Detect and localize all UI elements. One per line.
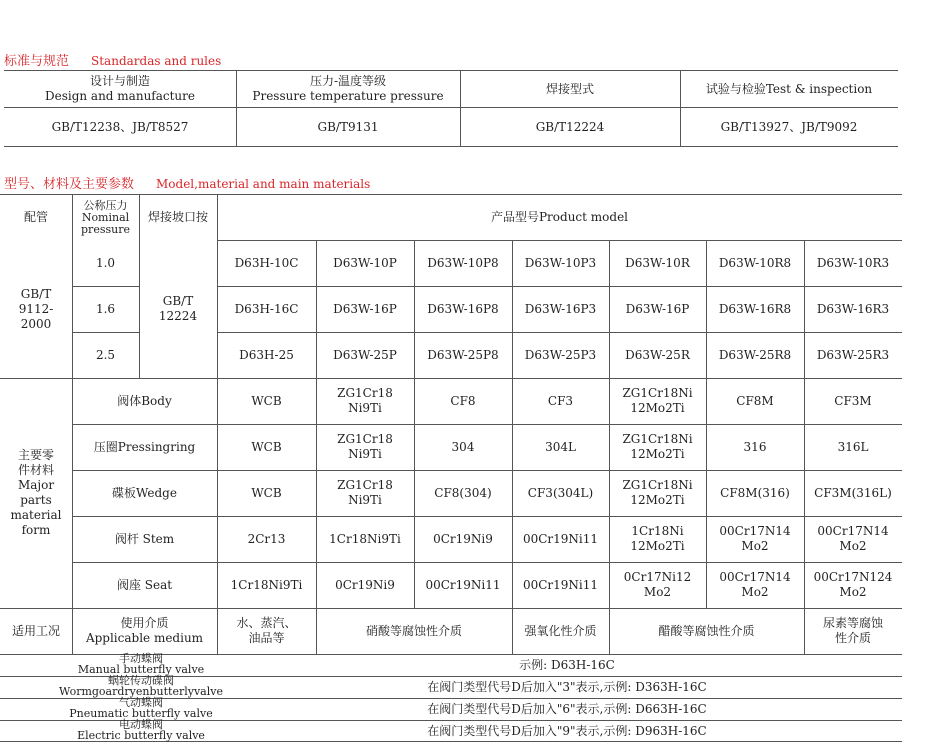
pressure-value-text: 1.6	[95, 301, 116, 316]
product-model	[414, 240, 512, 286]
product-model-text: D63W-10R3	[816, 255, 890, 270]
material-value-text: CF8M	[736, 393, 774, 408]
material-part	[72, 424, 217, 470]
material-value	[804, 424, 902, 470]
product-model	[316, 332, 414, 378]
material-value-text: Mo2	[839, 539, 867, 553]
operation-type-text: Electric butterfly valve	[77, 728, 205, 742]
operation-type-text: Manual butterfly valve	[77, 662, 205, 676]
material-value-text: 00Cr19Ni11	[522, 531, 599, 546]
product-model-text: D63W-25R3	[816, 347, 890, 362]
material-value-text: 316	[743, 439, 767, 454]
standards-header-text: Design and manufacture	[44, 89, 196, 103]
operation-type	[50, 716, 232, 743]
horizontal-rule	[4, 146, 898, 147]
material-value	[217, 562, 316, 608]
product-model-text: D63W-25P	[333, 347, 397, 362]
material-value	[609, 562, 706, 608]
material-value-text: Mo2	[741, 539, 769, 553]
standards-header-text: 试验与检验Test & inspection	[705, 81, 873, 96]
material-value-text: Ni9Ti	[348, 493, 382, 507]
standards-title-en: Standardas and rules	[91, 54, 222, 68]
material-value	[609, 378, 706, 424]
pressure-value	[72, 286, 139, 332]
medium-value	[512, 608, 609, 654]
pipe-standard-text: GB/T	[20, 286, 52, 301]
operation-example-text: 在阀门类型代号D后加入"9"表示,示例: D963H-16C	[427, 723, 707, 738]
models-heading	[4, 173, 370, 192]
material-value	[804, 516, 902, 562]
material-value	[706, 424, 804, 470]
standards-header-text: Pressure temperature pressure	[252, 89, 444, 103]
material-value-text: Mo2	[741, 585, 769, 599]
material-value	[804, 470, 902, 516]
col-weld-header	[139, 195, 217, 240]
material-part-text: 碟板Wedge	[112, 485, 177, 500]
material-value-text: 00Cr17N14	[719, 524, 791, 538]
medium-value-text: 硝酸等腐蚀性介质	[365, 623, 462, 638]
material-value	[414, 516, 512, 562]
material-value-text: 12Mo2Ti	[630, 539, 685, 553]
material-value-text: 12Mo2Ti	[630, 401, 685, 415]
standards-value	[460, 108, 680, 146]
product-model	[512, 240, 609, 286]
standards-value-text: GB/T9131	[317, 119, 379, 134]
material-value	[609, 516, 706, 562]
material-part	[72, 470, 217, 516]
medium-value	[804, 608, 902, 654]
material-value-text: 2Cr13	[247, 531, 286, 546]
material-value-text: 00Cr19Ni11	[522, 577, 599, 592]
material-value	[316, 562, 414, 608]
standards-heading	[4, 50, 221, 69]
material-part-text: 压圈Pressingring	[93, 439, 196, 454]
material-value-text: CF3	[547, 393, 574, 408]
pipe-standard	[0, 240, 72, 378]
product-model-text: D63W-25P3	[524, 347, 597, 362]
col-pressure-header-text: pressure	[81, 222, 130, 236]
col-pipe-header-text: 配管	[23, 210, 48, 224]
standards-value	[680, 108, 898, 146]
product-model-text: D63H-25	[239, 347, 294, 362]
product-model-text: D63W-16P	[625, 301, 690, 316]
material-value-text: Mo2	[839, 585, 867, 599]
material-part	[72, 516, 217, 562]
medium-value	[609, 608, 804, 654]
standards-header-text: 设计与制造	[89, 74, 150, 88]
product-model	[217, 240, 316, 286]
col-pressure-header-text: 公称压力	[83, 198, 128, 212]
pressure-value-text: 1.0	[95, 255, 116, 270]
material-part	[72, 562, 217, 608]
material-value-text: 00Cr17N14	[817, 524, 889, 538]
material-value	[512, 378, 609, 424]
material-value	[414, 470, 512, 516]
operation-type-text: Wormgoardryenbutterlyvalve	[59, 684, 223, 698]
operation-example	[232, 698, 902, 720]
material-value-text: 0Cr19Ni9	[335, 577, 395, 592]
operation-example	[232, 720, 902, 742]
weld-standard-text: GB/T	[162, 294, 194, 308]
models-title-en: Model,material and main materials	[156, 177, 371, 191]
material-value	[217, 378, 316, 424]
material-value	[804, 562, 902, 608]
standards-header-text: 焊接型式	[545, 81, 594, 96]
medium-value-text: 水、蒸汽、	[236, 616, 297, 630]
material-value-text: ZG1Cr18Ni	[622, 386, 693, 400]
standards-title-cn: 标准与规范	[4, 54, 70, 69]
material-value-text: 316L	[837, 439, 869, 454]
material-part-text: 阀杆 Stem	[114, 531, 175, 546]
product-model-text: D63W-16R8	[718, 301, 792, 316]
product-model-text: D63W-10R	[625, 255, 690, 270]
material-value-text: Ni9Ti	[348, 401, 382, 415]
col-weld-header-text: 焊接坡口按	[147, 210, 208, 224]
standards-value	[236, 108, 460, 146]
material-value-text: 1Cr18Ni	[631, 524, 684, 538]
operation-example-text: 示例: D63H-16C	[519, 657, 615, 672]
col-pressure-header-text: Nominal	[81, 210, 130, 224]
product-model	[316, 240, 414, 286]
medium-value-text: 强氧化性介质	[524, 623, 597, 638]
operation-example	[232, 676, 902, 698]
operation-example-text: 在阀门类型代号D后加入"6"表示,示例: D663H-16C	[427, 701, 707, 716]
medium-col-label-text: Applicable medium	[85, 631, 204, 645]
standards-header-text: 压力-温度等级	[309, 74, 387, 88]
col-product-header	[217, 195, 902, 240]
pipe-standard-text: 9112-	[18, 301, 54, 316]
product-model-text: D63W-25R8	[718, 347, 792, 362]
materials-label	[0, 378, 72, 608]
materials-label-text: 主要零	[17, 448, 54, 462]
material-value	[609, 424, 706, 470]
material-value-text: 12Mo2Ti	[630, 493, 685, 507]
material-value	[609, 470, 706, 516]
material-value-text: 1Cr18Ni9Ti	[230, 577, 303, 592]
material-value	[316, 516, 414, 562]
col-product-header-text: 产品型号Product model	[490, 210, 629, 224]
medium-value-text: 性介质	[834, 631, 871, 645]
material-value	[217, 424, 316, 470]
material-value	[706, 562, 804, 608]
models-title-cn: 型号、材料及主要参数	[4, 177, 135, 192]
product-model-text: D63W-16P8	[427, 301, 499, 316]
product-model-text: D63W-10P8	[427, 255, 499, 270]
material-value-text: Mo2	[643, 585, 672, 599]
product-model	[609, 286, 706, 332]
product-model	[804, 240, 902, 286]
material-value-text: ZG1Cr18	[337, 432, 393, 446]
medium-value-text: 醋酸等腐蚀性介质	[658, 623, 755, 638]
standards-value	[4, 108, 236, 146]
material-value	[706, 470, 804, 516]
product-model	[804, 286, 902, 332]
material-value	[706, 516, 804, 562]
material-value-text: ZG1Cr18Ni	[622, 478, 693, 492]
materials-label-text: Major	[17, 478, 55, 492]
standards-header	[4, 71, 236, 107]
product-model	[706, 240, 804, 286]
materials-label-text: form	[21, 523, 51, 537]
material-value-text: CF8	[450, 393, 476, 408]
product-model-text: D63W-16P	[333, 301, 397, 316]
weld-standard	[139, 240, 217, 378]
product-model	[609, 240, 706, 286]
material-value-text: CF3(304L)	[527, 485, 594, 500]
material-value-text: 0Cr19Ni9	[433, 531, 493, 546]
product-model	[414, 286, 512, 332]
product-model	[414, 332, 512, 378]
material-value	[512, 516, 609, 562]
product-model	[706, 286, 804, 332]
operation-type-text: 气动蝶阀	[119, 695, 163, 709]
material-value-text: WCB	[251, 485, 282, 500]
material-value-text: 00Cr17N124	[813, 570, 893, 584]
material-value-text: ZG1Cr18	[337, 386, 393, 400]
pressure-value	[72, 240, 139, 286]
product-model-text: D63H-16C	[234, 301, 299, 316]
material-value	[316, 424, 414, 470]
product-model	[512, 332, 609, 378]
medium-label-text: 适用工况	[11, 623, 60, 638]
material-value	[804, 378, 902, 424]
col-pressure-header	[72, 195, 139, 240]
operation-type-text: Pneumatic butterfly valve	[69, 706, 213, 720]
product-model-text: D63W-25P8	[427, 347, 499, 362]
material-value	[512, 562, 609, 608]
product-model	[316, 286, 414, 332]
material-value	[706, 378, 804, 424]
operation-type-text: 手动蝶阀	[119, 651, 163, 665]
product-model-text: D63H-10C	[234, 255, 299, 270]
material-value	[414, 424, 512, 470]
standards-header	[460, 71, 680, 107]
product-model-text: D63W-16P3	[524, 301, 597, 316]
pressure-value	[72, 332, 139, 378]
medium-col-label	[72, 608, 217, 654]
material-value	[414, 378, 512, 424]
material-value-text: 00Cr17N14	[719, 570, 791, 584]
material-value-text: 0Cr17Ni12	[623, 570, 692, 584]
medium-value	[217, 608, 316, 654]
material-value-text: CF3M(316L)	[814, 485, 892, 500]
material-value-text: WCB	[251, 439, 282, 454]
medium-value-text: 尿素等腐蚀	[822, 616, 883, 630]
standards-value-text: GB/T12238、JB/T8527	[51, 119, 189, 134]
product-model	[217, 286, 316, 332]
material-value-text: ZG1Cr18Ni	[622, 432, 693, 446]
material-value-text: CF8M(316)	[720, 485, 790, 500]
materials-label-text: parts	[20, 493, 52, 507]
standards-value-text: GB/T13927、JB/T9092	[720, 119, 858, 134]
operation-type-text: 电动蝶阀	[119, 717, 163, 731]
operation-example-text: 在阀门类型代号D后加入"3"表示,示例: D363H-16C	[427, 679, 707, 694]
material-value-text: 304L	[545, 439, 576, 454]
product-model-text: D63W-10R8	[718, 255, 792, 270]
operation-type-text: 蜗轮传动碟阀	[108, 673, 174, 687]
material-value	[316, 378, 414, 424]
operation-example	[232, 654, 902, 676]
medium-col-label-text: 使用介质	[120, 616, 169, 630]
product-model	[706, 332, 804, 378]
medium-label	[0, 608, 72, 654]
col-pipe-header	[0, 195, 72, 240]
material-value	[217, 470, 316, 516]
material-value-text: 304	[451, 439, 475, 454]
material-value	[316, 470, 414, 516]
medium-value	[316, 608, 512, 654]
materials-label-text: material	[10, 508, 62, 522]
product-model	[804, 332, 902, 378]
product-model-text: D63W-10P	[333, 255, 397, 270]
material-value	[414, 562, 512, 608]
material-value-text: 12Mo2Ti	[630, 447, 685, 461]
materials-label-text: 件材料	[17, 463, 54, 477]
material-value-text: WCB	[251, 393, 282, 408]
product-model-text: D63W-16R3	[816, 301, 890, 316]
product-model	[512, 286, 609, 332]
material-value-text: 1Cr18Ni9Ti	[329, 531, 401, 546]
material-value-text: CF3M	[834, 393, 872, 408]
material-value-text: 00Cr19Ni11	[425, 577, 501, 592]
material-part-text: 阀座 Seat	[116, 577, 173, 592]
product-model-text: D63W-10P3	[524, 255, 597, 270]
pipe-standard-text: 2000	[20, 316, 52, 331]
material-part	[72, 378, 217, 424]
pressure-value-text: 2.5	[95, 347, 116, 362]
product-model	[609, 332, 706, 378]
standards-header	[236, 71, 460, 107]
weld-standard-text: 12224	[158, 309, 198, 323]
material-value	[512, 470, 609, 516]
material-value-text: CF8(304)	[434, 485, 492, 500]
medium-value-text: 油品等	[248, 631, 285, 645]
material-value-text: Ni9Ti	[348, 447, 382, 461]
material-value-text: ZG1Cr18	[337, 478, 393, 492]
standards-value-text: GB/T12224	[535, 119, 605, 134]
product-model-text: D63W-25R	[625, 347, 690, 362]
material-value	[217, 516, 316, 562]
material-value	[512, 424, 609, 470]
standards-header	[680, 71, 898, 107]
material-part-text: 阀体Body	[117, 393, 172, 408]
product-model	[217, 332, 316, 378]
